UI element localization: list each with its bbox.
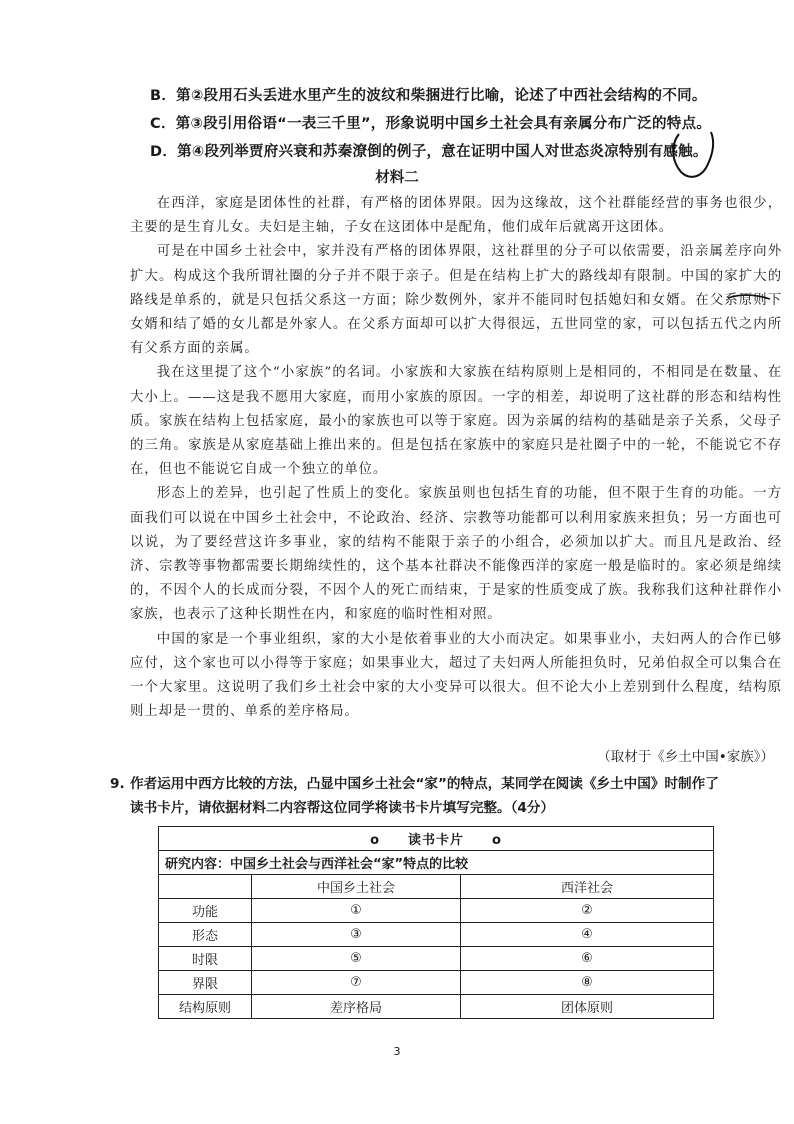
option-d: D．第④段列举贾府兴衰和苏秦潦倒的例子，意在证明中国人对世态炎凉特别有感触。 <box>150 144 708 160</box>
paragraph: 我在这里提了这个“小家族”的名词。小家族和大家族在结构原则上是相同的，不相同是在数量、在大小上。——这是我不愿用大家庭，而用小家族的原因。一字的相差，却说明了这社群的形态和结构性质。家族在结构上包括家庭，最小的家族也可以等于家庭。因为亲属的结构的基础是亲子关系，父母子的三角。家族是从家庭基础上推出来的。但是包括在家族中的家庭只是社圈子中的一轮，不能说它不存在，但也不能说它自成一个独立的单位。 <box>130 365 782 478</box>
paragraph: 形态上的差异，也引起了性质上的变化。家族虽则也包括生育的功能，但不限于生育的功能。一方面我们可以说在中国乡土社会中，不论政治、经济、宗教等功能都可以利用家族来担负；另一方面也可以说，为了要经营这许多事业，家的结构不能限于亲子的小组合，必须加以扩大。而且凡是政治、经济、宗教等事物都需要长期绵续性的，这个基本社群决不能像西洋的家庭一般是临时的。家必须是绵续的，不因个人的长成而分裂，不因个人的死亡而结束，于是家的性质变成了族。我称我们这种社群作小家族，也表示了这种长期性在内，和家庭的临时性相对照。 <box>130 486 782 623</box>
paragraph: 中国的家是一个事业组织，家的大小是依着事业的大小而决定。如果事业小，夫妇两人的合作已够应付，这个家也可以小得等于家庭；如果事业大，超过了夫妇两人所能担负时，兄弟伯叔全可以集合在一个大家里。这说明了我们乡土社会中家的大小变异可以很大。但不论大小上差别到什么程度，结构原则上却是一贯的、单系的差序格局。 <box>130 631 782 720</box>
row-label: 时限 <box>159 947 252 971</box>
china-cell: 差序格局 <box>252 995 461 1019</box>
west-cell: ② <box>461 899 714 923</box>
row-label: 界限 <box>159 971 252 995</box>
table-row <box>159 899 714 923</box>
china-cell: ③ <box>252 923 461 947</box>
table-row <box>159 923 714 947</box>
china-cell: ⑤ <box>252 947 461 971</box>
table-row <box>159 995 714 1019</box>
west-cell: ⑥ <box>461 947 714 971</box>
source-citation: （取材于《乡土中国•家族》） <box>597 749 774 765</box>
paragraph: 在西洋，家庭是团体性的社群，有严格的团体界限。因为这缘故，这个社群能经营的事务也很少，主要的是生育儿女。夫妇是主轴，子女在这团体中是配角，他们成年后就离开这团体。 <box>130 196 782 236</box>
header-china: 中国乡土社会 <box>252 875 461 899</box>
paragraph: 可是在中国乡土社会中，家并没有严格的团体界限，这社群里的分子可以依需要，沿亲属差序向外扩大。构成这个我所谓社圈的分子并不限于亲子。但是在结构上扩大的路线却有限制。中国的家扩大的路线是单系的，就是只包括父系这一方面；除少数例外，家并不能同时包括媳妇和女婿。在父系原则下女婿和结了婚的女儿都是外家人。在父系方面却可以扩大得很远，五世同堂的家，可以包括五代之内所有父系方面的亲属。 <box>130 244 782 357</box>
card-title: o 读书卡片 o <box>159 827 714 851</box>
row-label: 结构原则 <box>159 995 252 1019</box>
page-number: 3 <box>393 1045 401 1058</box>
option-b: B．第②段用石头丢进水里产生的波纹和柴捆进行比喻，论述了中西社会结构的不同。 <box>150 88 707 104</box>
china-cell: ⑦ <box>252 971 461 995</box>
row-label: 功能 <box>159 899 252 923</box>
material-body <box>130 192 782 724</box>
question-text-line1: 作者运用中西方比较的方法，凸显中国乡土社会“家”的特点，某同学在阅读《乡土中国》时制作了 <box>130 776 719 792</box>
table-row <box>159 947 714 971</box>
card-research: 研究内容：中国乡土社会与西洋社会“家”特点的比较 <box>159 851 714 875</box>
china-cell: ① <box>252 899 461 923</box>
question-text-line2: 读书卡片，请依据材料二内容帮这位同学将读书卡片填写完整。（4分） <box>130 800 555 816</box>
question-9 <box>110 772 782 820</box>
reading-card-table <box>158 826 714 1019</box>
handwritten-underline-icon <box>726 290 772 306</box>
header-blank-cell <box>159 875 252 899</box>
west-cell: 团体原则 <box>461 995 714 1019</box>
question-number: 9. <box>110 776 125 792</box>
west-cell: ④ <box>461 923 714 947</box>
option-c: C．第③段引用俗语“一表三千里”，形象说明中国乡土社会具有亲属分布广泛的特点。 <box>150 116 712 132</box>
header-west: 西洋社会 <box>461 875 714 899</box>
material-title: 材料二 <box>375 170 419 186</box>
west-cell: ⑧ <box>461 971 714 995</box>
row-label: 形态 <box>159 923 252 947</box>
table-row <box>159 971 714 995</box>
